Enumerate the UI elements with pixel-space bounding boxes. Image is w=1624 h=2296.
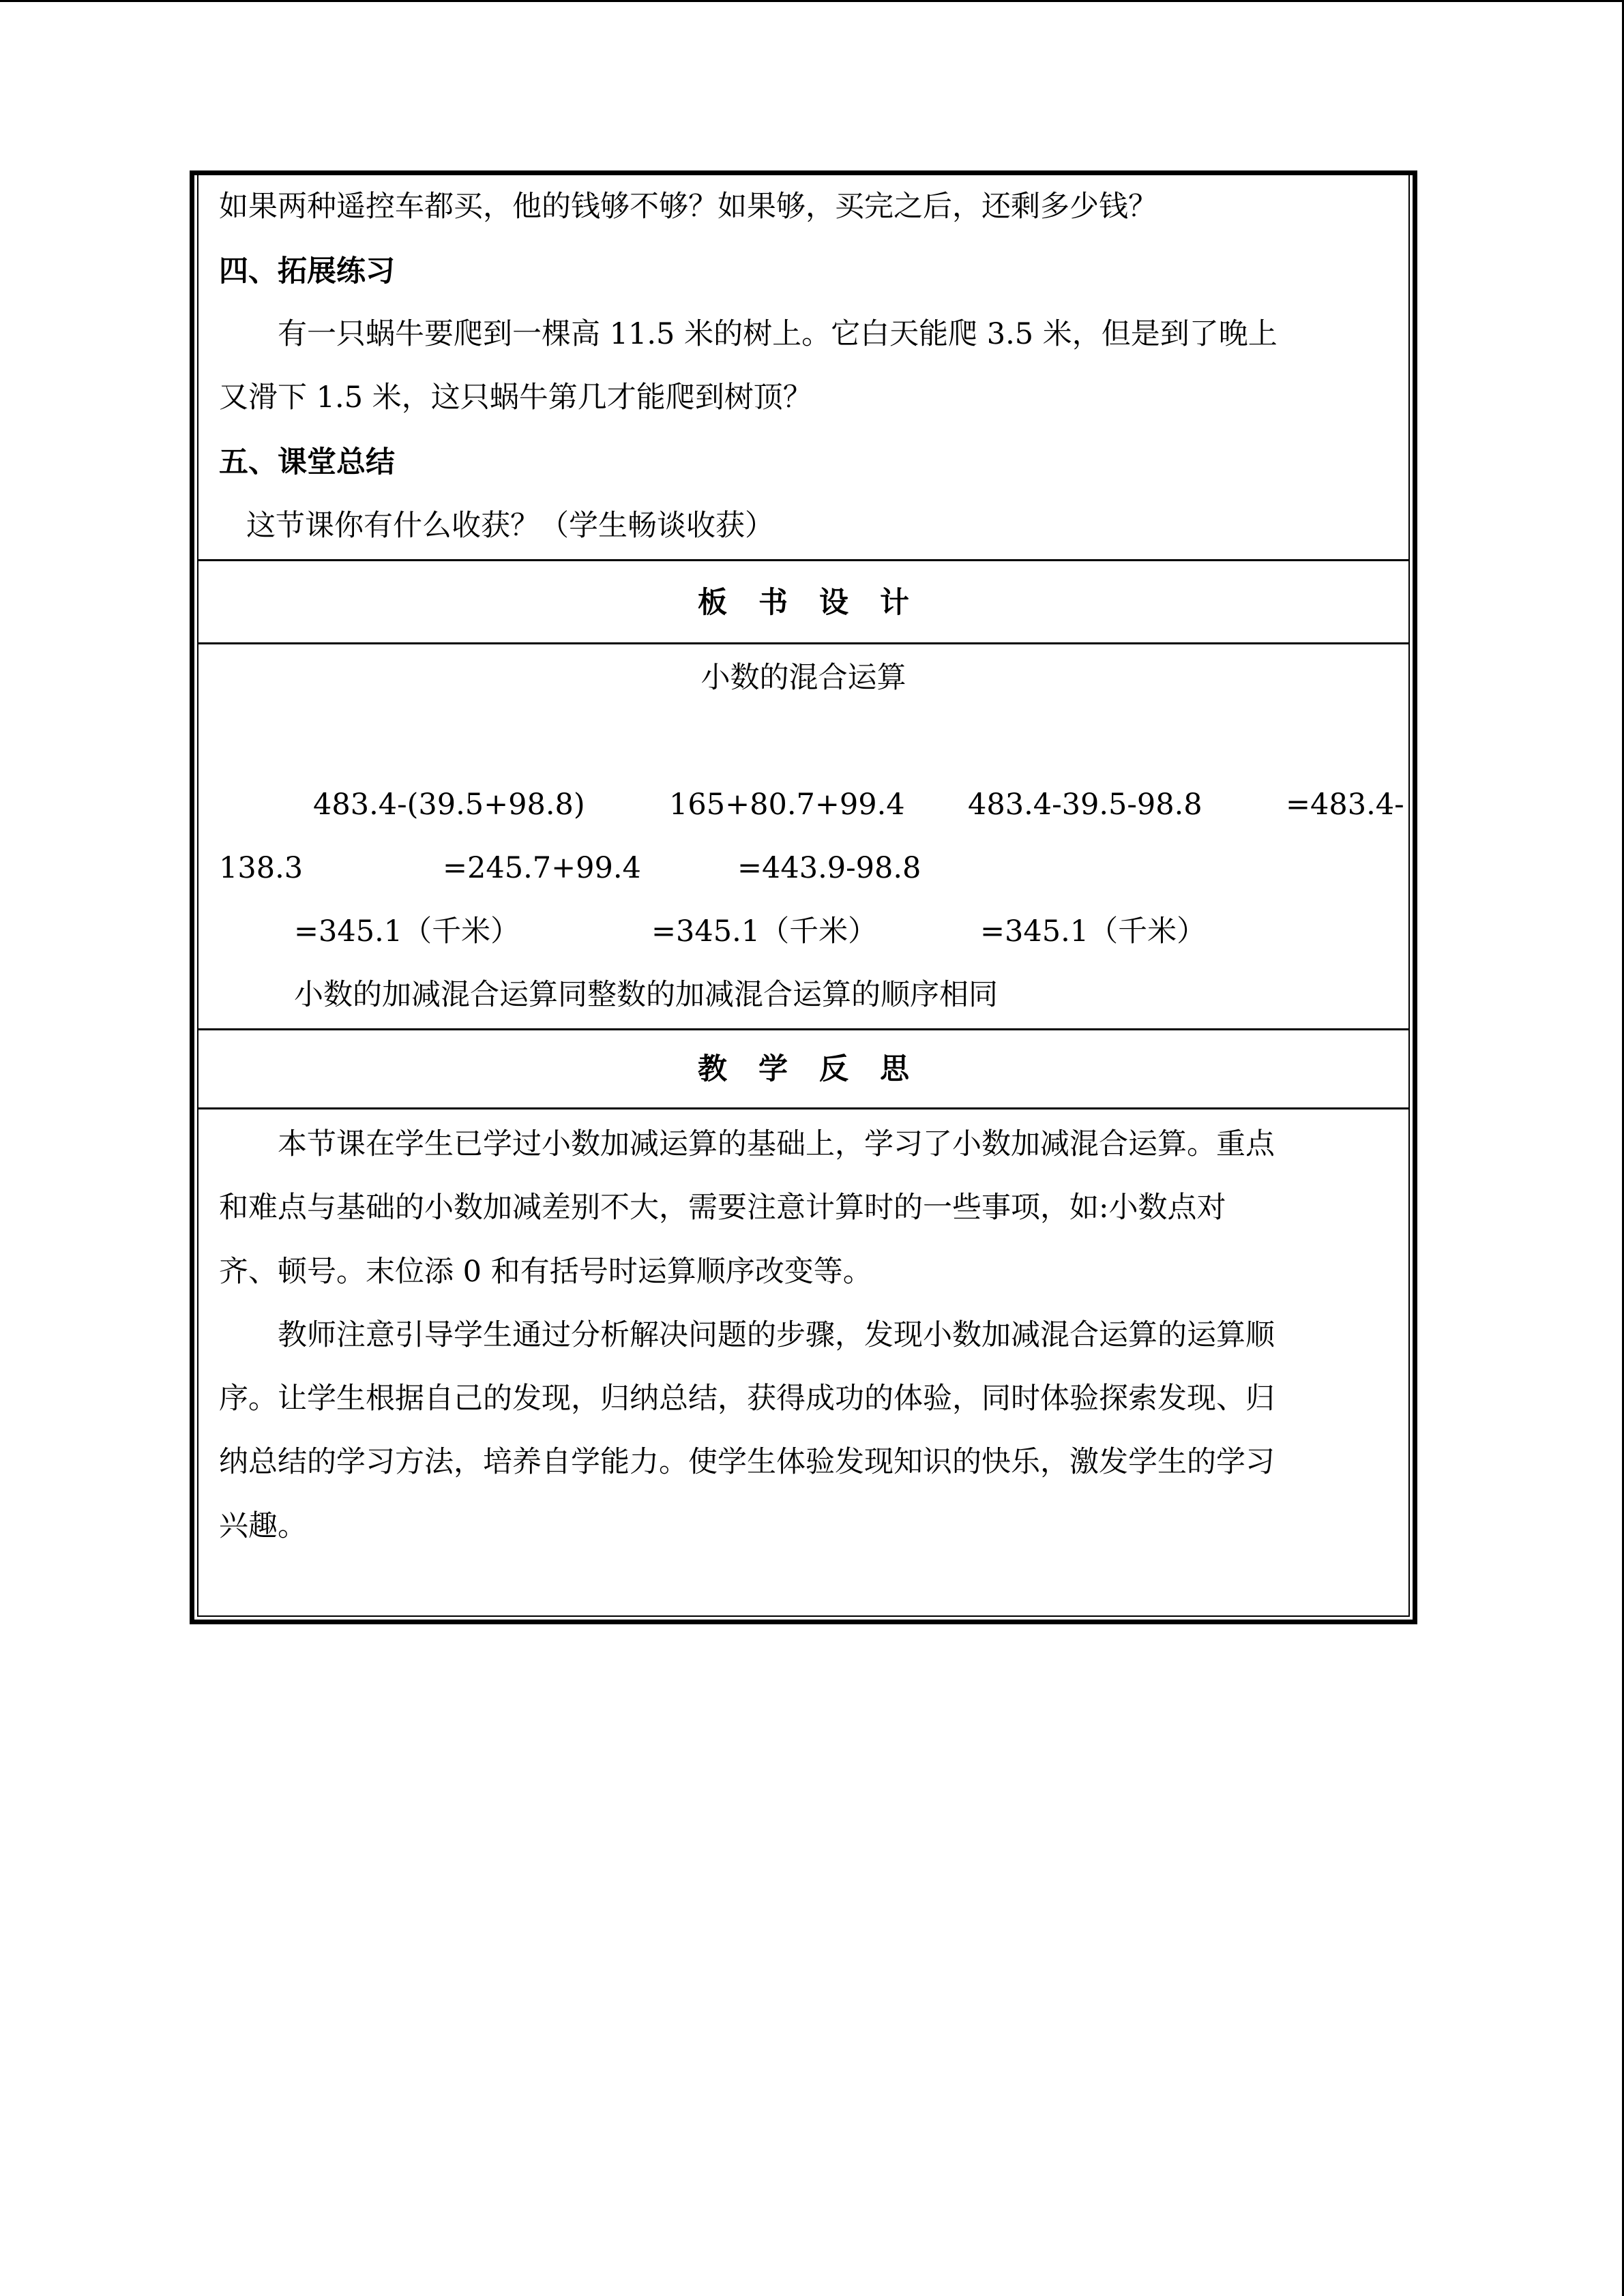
board-design-conclusion: 小数的加减混合运算同整数的加减混合运算的顺序相同 [294,978,998,1012]
board-equation: =345.1（千米） [980,914,1207,949]
row-divider [198,642,1408,644]
lesson-text-line: 这节课你有什么收获？（学生畅谈收获） [246,509,774,543]
reflection-line: 齐、顿号。末位添 0 和有括号时运算顺序改变等。 [219,1255,872,1289]
board-equation: 483.4-(39.5+98.8) [313,788,585,822]
section-heading-extension: 四、拓展练习 [219,254,395,288]
board-design-subtitle: 小数的混合运算 [700,661,906,695]
board-equation: =345.1（千米） [294,914,520,949]
row-divider [198,1028,1408,1030]
section-heading-summary: 五、课堂总结 [219,445,395,479]
table-inner-frame [197,175,1410,1617]
board-equation: =345.1（千米） [651,914,878,949]
lesson-text-line: 又滑下 1.5 米，这只蜗牛第几才能爬到树顶？ [219,381,812,415]
page-border-top [0,0,1624,2]
reflection-line: 序。让学生根据自己的发现，归纳总结，获得成功的体验，同时体验探索发现、归 [219,1382,1275,1416]
reflection-line: 兴趣。 [219,1509,307,1543]
reflection-line: 本节课在学生已学过小数加减运算的基础上，学习了小数加减混合运算。重点 [278,1127,1275,1161]
reflection-line: 纳总结的学习方法，培养自学能力。使学生体验发现知识的快乐，激发学生的学习 [219,1445,1275,1479]
board-equation: 138.3 [219,851,304,885]
row-divider [198,559,1408,561]
reflection-title: 教学反思 [698,1052,941,1086]
lesson-text-line: 有一只蜗牛要爬到一棵高 11.5 米的树上。它白天能爬 3.5 米，但是到了晚上 [278,317,1278,351]
board-equation: 483.4-39.5-98.8 [968,788,1202,822]
board-equation: =443.9-98.8 [737,851,921,885]
row-divider [198,1107,1408,1109]
board-equation: 165+80.7+99.4 [669,788,905,822]
lesson-text-line: 如果两种遥控车都买，他的钱够不够？如果够，买完之后，还剩多少钱？ [219,190,1157,224]
reflection-line: 和难点与基础的小数加减差别不大，需要注意计算时的一些事项，如:小数点对 [219,1191,1226,1225]
board-equation: =483.4- [1286,788,1404,822]
board-design-title: 板书设计 [698,586,941,620]
board-equation: =245.7+99.4 [443,851,641,885]
reflection-line: 教师注意引导学生通过分析解决问题的步骤，发现小数加减混合运算的运算顺 [278,1318,1275,1352]
lesson-plan-table [190,170,1417,1624]
